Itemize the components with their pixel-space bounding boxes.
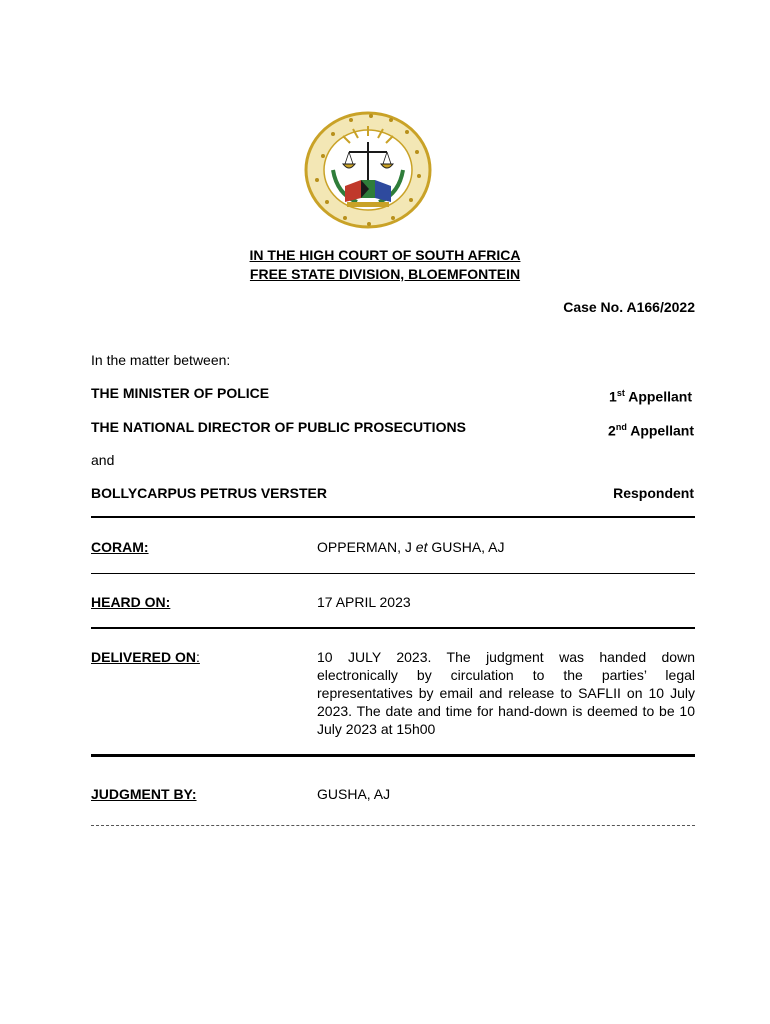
divider-2 [91,573,695,574]
heard-on-label: HEARD ON: [91,594,171,610]
divider-1 [91,516,695,518]
respondent-name: BOLLYCARPUS PETRUS VERSTER [91,485,327,501]
party-2-name: THE NATIONAL DIRECTOR OF PUBLIC PROSECUTIONS [91,419,466,435]
delivered-on-value: 10 JULY 2023. The judgment was handed down electronically by circulation to the parties’ legal representatives by email and release to SAFLII on 10 July 2023. The date and time for hand-down is deemed to be 10 July 2023 at 15h00 [317,649,695,737]
judgment-by-value: GUSHA, AJ [317,786,391,802]
coram-label: CORAM: [91,539,149,555]
respondent-role: Respondent [613,485,694,501]
case-number: Case No. A166/2022 [563,299,695,315]
coram-value: OPPERMAN, J et GUSHA, AJ [317,539,505,555]
party-2-role: 2nd Appellant [608,422,694,439]
delivered-on-label: DELIVERED ON: [91,649,200,665]
seal-emblem-icon [303,110,433,230]
party-1-role: 1st Appellant [609,388,692,405]
heard-on-value: 17 APRIL 2023 [317,594,411,610]
judiciary-seal [303,110,433,230]
conjunction-and: and [91,452,115,468]
divider-5 [91,825,695,826]
party-1-name: THE MINISTER OF POLICE [91,385,270,401]
judgment-by-label: JUDGMENT BY: [91,786,197,802]
matter-intro: In the matter between: [91,352,231,368]
divider-4 [91,754,695,757]
court-name-line2: FREE STATE DIVISION, BLOEMFONTEIN [249,266,521,282]
court-name-line1: IN THE HIGH COURT OF SOUTH AFRICA [249,247,521,263]
divider-3 [91,627,695,629]
